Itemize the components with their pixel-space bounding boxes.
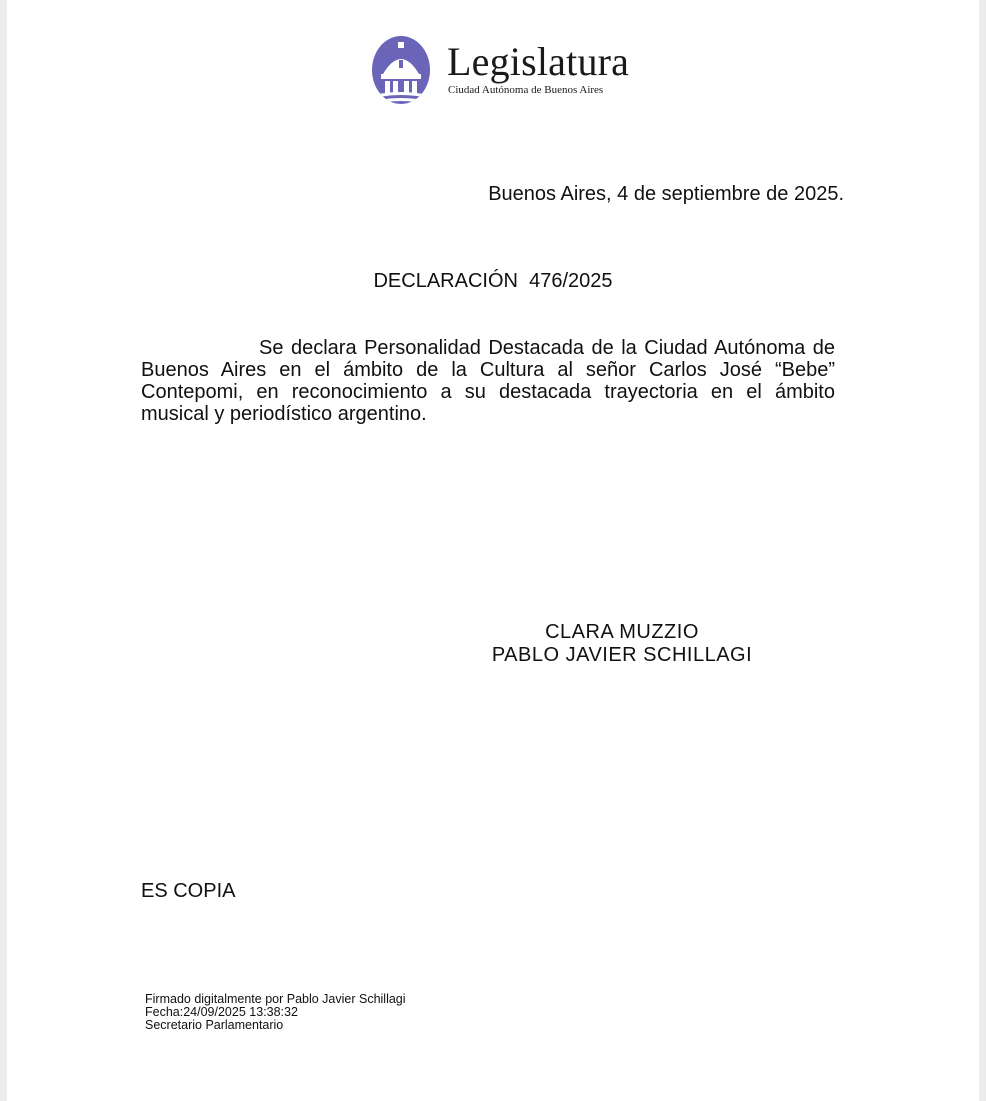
legislature-dome-icon xyxy=(369,34,433,108)
org-subtitle: Ciudad Autónoma de Buenos Aires xyxy=(448,84,604,96)
signers-block xyxy=(457,621,787,667)
signer-name: PABLO JAVIER SCHILLAGI xyxy=(491,644,753,666)
declaration-body xyxy=(141,337,835,425)
signed-by: Firmado digitalmente por Pablo Javier Schillagi xyxy=(145,992,406,1006)
signer-name: CLARA MUZZIO xyxy=(545,621,699,643)
digital-signature-block xyxy=(145,993,406,1032)
document-page xyxy=(7,0,979,1101)
declaration-title: DECLARACIÓN xyxy=(373,270,518,292)
legislatura-logo xyxy=(369,34,639,110)
declaration-number: 476/2025 xyxy=(529,270,613,292)
copy-label: ES COPIA xyxy=(141,880,236,902)
declaration-body-text: Se declara Personalidad Destacada de la Ciudad Autónoma de Buenos Aires en el ámbito de la Cultura al señor Carlos José “Bebe” Contepomi, en reconocimiento a su destacada trayectoria en el ámbito musical y periodístico argentino. xyxy=(141,337,835,425)
signature-date: Fecha:24/09/2025 13:38:32 xyxy=(145,1005,298,1019)
signer-role: Secretario Parlamentario xyxy=(145,1018,284,1032)
declaration-heading xyxy=(7,270,979,293)
org-name: Legislatura xyxy=(447,39,630,84)
date-line: Buenos Aires, 4 de septiembre de 2025. xyxy=(488,183,844,205)
